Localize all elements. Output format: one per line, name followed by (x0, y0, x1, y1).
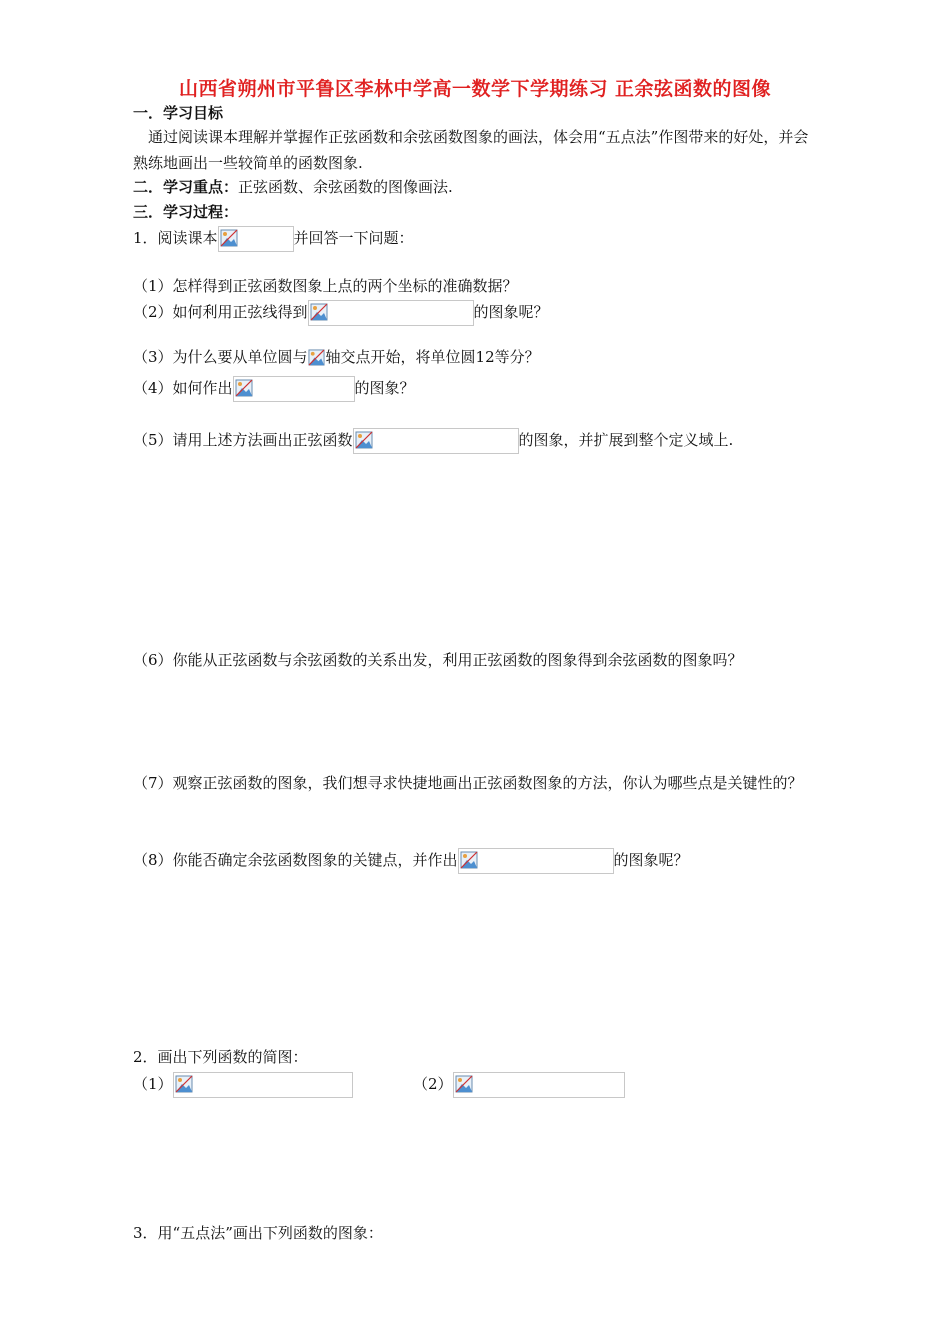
question-4 (133, 376, 415, 402)
q8-prefix: （8）你能否确定余弦函数图象的关键点，并作出 (133, 851, 458, 869)
item2-sub2 (413, 1072, 625, 1098)
question-1: （1）怎样得到正弦函数图象上点的两个坐标的准确数据？ (133, 277, 518, 295)
question-7: （7）观察正弦函数的图象，我们想寻求快捷地画出正弦函数图象的方法，你认为哪些点是关键性的？ (133, 774, 803, 792)
q5-prefix: （5）请用上述方法画出正弦函数 (133, 431, 353, 449)
formula-image-placeholder (453, 1072, 625, 1098)
q4-prefix: （4）如何作出 (133, 379, 233, 397)
broken-image-icon (308, 349, 325, 366)
question-6: （6）你能从正弦函数与余弦函数的关系出发，利用正弦函数的图象得到余弦函数的图象吗？ (133, 651, 743, 669)
broken-image-icon (310, 303, 328, 321)
item1-prefix: 1．阅读课本 (133, 229, 218, 247)
item2-heading: 2．画出下列函数的简图： (133, 1048, 308, 1066)
item3-heading: 3．用“五点法”画出下列函数的图象： (133, 1224, 383, 1242)
broken-image-icon (455, 1075, 473, 1093)
question-5 (133, 428, 733, 454)
q2-prefix: （2）如何利用正弦线得到 (133, 303, 308, 321)
formula-image-placeholder (308, 300, 474, 326)
formula-image-placeholder (308, 348, 326, 368)
item2-sub1-label: （1） (133, 1075, 173, 1093)
section2-body: 正弦函数、余弦函数的图像画法. (238, 178, 453, 196)
question-8 (133, 848, 689, 874)
q3-prefix: （3）为什么要从单位圆与 (133, 348, 308, 366)
q8-suffix: 的图象呢？ (613, 851, 689, 869)
item1-line (133, 226, 414, 252)
document-title: 山西省朔州市平鲁区李林中学高一数学下学期练习 正余弦函数的图像 (178, 78, 772, 100)
broken-image-icon (175, 1075, 193, 1093)
item2-sub1 (133, 1072, 353, 1098)
item2-sub2-label: （2） (413, 1075, 453, 1093)
q4-suffix: 的图象？ (354, 379, 415, 397)
section1-body: 通过阅读课本理解并掌握作正弦函数和余弦函数图象的画法，体会用“五点法”作图带来的好处，并会熟练地画出一些较简单的函数图象. (133, 128, 809, 172)
formula-image-placeholder (233, 376, 355, 402)
question-3 (133, 346, 540, 368)
section2-line (133, 176, 453, 198)
section3-heading: 三．学习过程： (133, 203, 239, 221)
broken-image-icon (220, 229, 238, 247)
broken-image-icon (235, 379, 253, 397)
broken-image-icon (355, 431, 373, 449)
q5-suffix: 的图象，并扩展到整个定义域上. (518, 431, 734, 449)
section1-heading: 一．学习目标 (133, 104, 224, 122)
question-2 (133, 300, 549, 326)
broken-image-icon (460, 851, 478, 869)
item1-suffix: 并回答一下问题： (293, 229, 414, 247)
formula-image-placeholder (218, 226, 294, 252)
q3-suffix: 轴交点开始，将单位圆12等分？ (325, 348, 540, 366)
formula-image-placeholder (353, 428, 519, 454)
formula-image-placeholder (458, 848, 614, 874)
formula-image-placeholder (173, 1072, 353, 1098)
q2-suffix: 的图象呢？ (473, 303, 549, 321)
section2-heading: 二．学习重点： (133, 178, 239, 196)
